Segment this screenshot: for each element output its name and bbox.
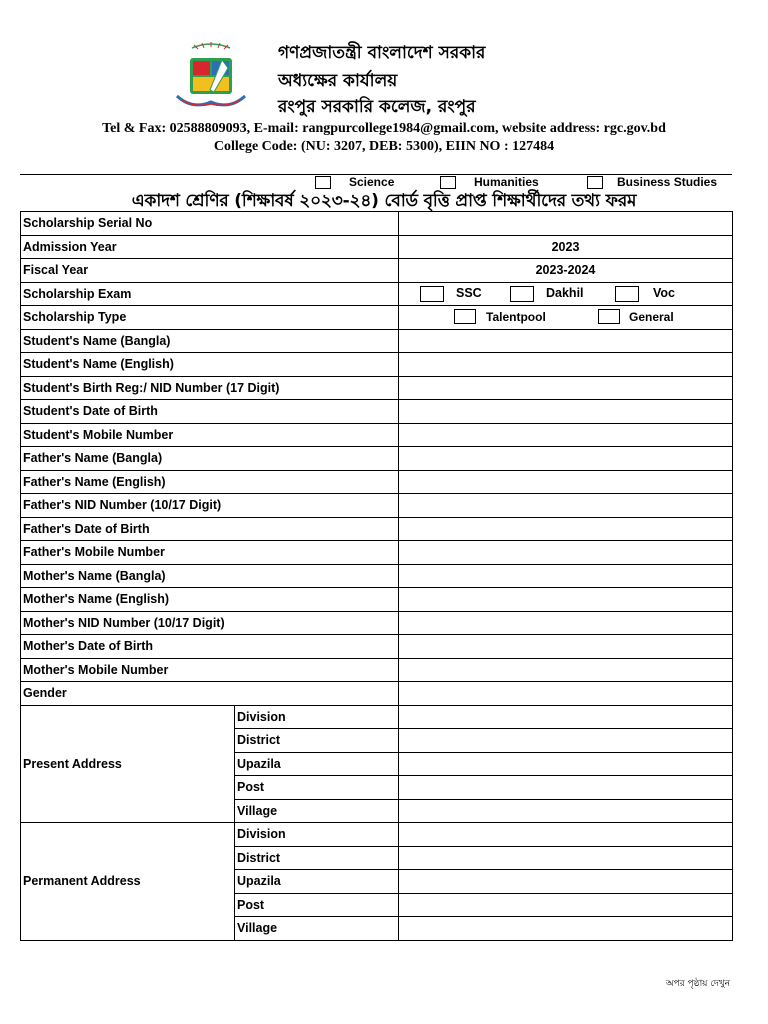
voc-checkbox[interactable] [615,286,639,302]
address-part-label: Post [235,776,399,800]
scholarship-form [20,211,733,941]
table-row [21,259,733,283]
mother-name-english-input[interactable] [399,588,733,612]
field-label: Scholarship Serial No [21,212,399,236]
table-row [21,376,733,400]
table-row [21,423,733,447]
permanent-division-input[interactable] [399,823,733,847]
college-name: রংপুর সরকারি কলেজ, রংপুর [278,97,476,117]
table-row [21,658,733,682]
field-label: Student's Mobile Number [21,423,399,447]
table-row [21,517,733,541]
mother-name-bangla-input[interactable] [399,564,733,588]
talentpool-checkbox[interactable] [454,309,476,324]
serial-input[interactable] [399,212,733,236]
field-label: Mother's NID Number (10/17 Digit) [21,611,399,635]
field-label: Father's Name (English) [21,470,399,494]
address-part-label: District [235,846,399,870]
student-name-english-input[interactable] [399,353,733,377]
table-row [21,353,733,377]
field-label: Student's Name (English) [21,353,399,377]
table-row [21,306,733,330]
admission-year-value: 2023 [399,235,733,259]
table-row [21,235,733,259]
field-label: Scholarship Exam [21,282,399,306]
field-label: Mother's Name (English) [21,588,399,612]
father-name-english-input[interactable] [399,470,733,494]
table-row [21,329,733,353]
general-checkbox[interactable] [598,309,620,324]
table-row [21,400,733,424]
field-label: Scholarship Type [21,306,399,330]
mother-dob-input[interactable] [399,635,733,659]
permanent-address-label: Permanent Address [21,823,235,941]
student-name-bangla-input[interactable] [399,329,733,353]
address-part-label: Division [235,823,399,847]
permanent-district-input[interactable] [399,846,733,870]
ssc-checkbox[interactable] [420,286,444,302]
student-dob-input[interactable] [399,400,733,424]
talentpool-label: Talentpool [486,310,546,325]
college-codes: College Code: (NU: 3207, DEB: 5300), EIIN NO : 127484 [213,139,555,154]
table-row [21,212,733,236]
type-options [399,306,733,330]
permanent-village-input[interactable] [399,917,733,941]
present-address-label: Present Address [21,705,235,823]
field-label: Father's NID Number (10/17 Digit) [21,494,399,518]
mother-mobile-input[interactable] [399,658,733,682]
table-row [21,470,733,494]
table-row [21,494,733,518]
ssc-label: SSC [456,285,482,300]
father-dob-input[interactable] [399,517,733,541]
business-studies-label: Business Studies [617,175,718,189]
address-part-label: Village [235,799,399,823]
address-part-label: Upazila [235,752,399,776]
address-part-label: Upazila [235,870,399,894]
college-logo [172,40,250,112]
field-label: Mother's Date of Birth [21,635,399,659]
father-name-bangla-input[interactable] [399,447,733,471]
permanent-upazila-input[interactable] [399,870,733,894]
present-division-input[interactable] [399,705,733,729]
form-title: একাদশ শ্রেণির (শিক্ষাবর্ষ ২০২৩-২৪) বোর্ড বৃত্তি প্রাপ্ত শিক্ষার্থীদের তথ্য ফরম [131,191,637,211]
table-row [21,282,733,306]
fiscal-year-value: 2023-2024 [399,259,733,283]
present-post-input[interactable] [399,776,733,800]
table-row [21,611,733,635]
field-label: Student's Birth Reg:/ NID Number (17 Digit) [21,376,399,400]
office-title: অধ্যক্ষের কার্যালয় [278,71,398,91]
field-label: Mother's Name (Bangla) [21,564,399,588]
government-title: গণপ্রজাতন্ত্রী বাংলাদেশ সরকার [278,43,486,63]
table-row [21,635,733,659]
field-label: Gender [21,682,399,706]
mother-nid-input[interactable] [399,611,733,635]
field-label: Student's Date of Birth [21,400,399,424]
address-part-label: Village [235,917,399,941]
voc-label: Voc [653,285,675,300]
field-label: Fiscal Year [21,259,399,283]
table-row [21,447,733,471]
general-label: General [629,310,674,325]
field-label: Father's Mobile Number [21,541,399,565]
dakhil-label: Dakhil [546,285,584,300]
field-label: Admission Year [21,235,399,259]
table-row [21,705,733,729]
exam-options [399,282,733,306]
present-district-input[interactable] [399,729,733,753]
field-label: Mother's Mobile Number [21,658,399,682]
dakhil-checkbox[interactable] [510,286,534,302]
table-row [21,541,733,565]
father-mobile-input[interactable] [399,541,733,565]
contact-info: Tel & Fax: 02588809093, E-mail: rangpurcollege1984@gmail.com, website address: rgc.gov.bd [102,121,666,136]
present-village-input[interactable] [399,799,733,823]
address-part-label: District [235,729,399,753]
present-upazila-input[interactable] [399,752,733,776]
humanities-label: Humanities [474,175,539,189]
permanent-post-input[interactable] [399,893,733,917]
table-row [21,823,733,847]
father-nid-input[interactable] [399,494,733,518]
field-label: Father's Name (Bangla) [21,447,399,471]
student-birth-reg-input[interactable] [399,376,733,400]
table-row [21,564,733,588]
student-mobile-input[interactable] [399,423,733,447]
field-label: Father's Date of Birth [21,517,399,541]
science-label: Science [349,175,395,189]
address-part-label: Post [235,893,399,917]
see-next-page-note: অপর পৃষ্ঠায় দেখুন [665,979,730,989]
table-row [21,588,733,612]
field-label: Student's Name (Bangla) [21,329,399,353]
gender-input[interactable] [399,682,733,706]
address-part-label: Division [235,705,399,729]
table-row [21,682,733,706]
